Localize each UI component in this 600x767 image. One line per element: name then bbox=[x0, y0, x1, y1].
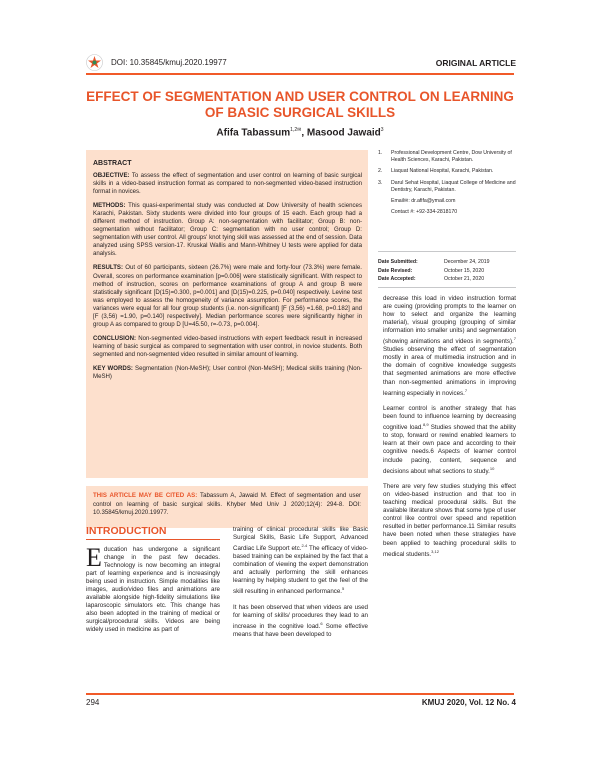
citation-sup: 7 bbox=[464, 387, 468, 393]
intro-text: training of clinical procedural skills like Basic Surgical Skills, Basic Life Support, Advanced Cardiac Life Support etc. bbox=[233, 526, 368, 553]
conclusion-text: Non-segmented video-based instructions with expert feedback result in increased learning of basic surgical as compared to segmentation with user control, in novice students. Both segmented and non-segmented video resulted in similar amount of learning. bbox=[93, 334, 362, 358]
date-row bbox=[378, 275, 516, 284]
intro-text: It has been observed that when videos are used for learning of skills/ procedures they lead to an increase in the cognitive load. bbox=[233, 604, 368, 631]
intro-column-2 bbox=[233, 526, 368, 647]
objective-text: To assess the effect of segmentation and user control on learning of basic surgical skills in a video-based instruction format as compared to non-segmented video-based instruction format in novices. bbox=[93, 172, 362, 196]
intro-paragraph bbox=[383, 405, 516, 476]
article-title: EFFECT OF SEGMENTATION AND USER CONTROL ON LEARNING OF BASIC SURGICAL SKILLS bbox=[86, 89, 514, 120]
dates-block bbox=[378, 258, 516, 284]
header-rule bbox=[86, 73, 514, 75]
abstract-results bbox=[93, 264, 362, 328]
intro-paragraph bbox=[86, 543, 220, 635]
author-name: Masood Jawaid bbox=[306, 127, 381, 139]
abstract-heading: ABSTRACT bbox=[93, 160, 132, 167]
results-text: Out of 60 participants, sixteen (26.7%) were male and forty-four (73.3%) were female. Overall, scores on performance examination [p=0.006] were statistically significant. With respect to method of instruction, scores on performance examinations of group A and group B were statistically significant [D(15)=0.300, p=0.001] and [D(15)=0.225, p=0.040] respectively. Levine test was employed to assess the homogeneity of variance assumption. For performance scores, the variances were equal for all four group students (i.e. non-significant) [F (3,56) =1.68, p=0.182] and [F (3,56) =1.90, p=0.140] respectively]. Median performance scores were significantly higher in group A as compared to group D [U=45.50, r=-0.73, p=0.004]. bbox=[93, 264, 362, 328]
affiliation-item bbox=[378, 180, 516, 194]
conclusion-label: CONCLUSION: bbox=[93, 334, 136, 342]
intro-paragraph bbox=[383, 483, 516, 558]
affiliation-number: 2. bbox=[378, 168, 383, 175]
author-separator: , bbox=[301, 127, 307, 139]
keywords-text: Segmentation (Non-MeSH); User control (Non-MeSH); Medical skills training (Non-MeSH) bbox=[93, 364, 363, 381]
intro-column-1 bbox=[86, 543, 220, 642]
citation-sup: 7 bbox=[513, 336, 516, 342]
author-name: Afifa Tabassum bbox=[216, 127, 291, 139]
intro-paragraph bbox=[233, 604, 368, 639]
citation-sup: 6 bbox=[320, 621, 323, 627]
date-value: October 15, 2020 bbox=[444, 267, 485, 274]
kmuj-logo-icon bbox=[86, 54, 103, 71]
affiliation-divider bbox=[378, 251, 516, 252]
citation-sup: 10 bbox=[489, 465, 495, 471]
date-label: Date Submitted: bbox=[378, 259, 418, 265]
citation-sup: 3,12 bbox=[431, 548, 439, 554]
drop-cap: E bbox=[86, 543, 102, 572]
contact-phone: Contact #: +92-334-2818170 bbox=[391, 209, 458, 216]
date-value: October 21, 2020 bbox=[444, 276, 485, 282]
introduction-rule bbox=[86, 539, 220, 540]
objective-label: OBJECTIVE: bbox=[93, 172, 130, 179]
journal-citation: KMUJ 2020, Vol. 12 No. 4 bbox=[421, 698, 516, 707]
abstract-conclusion bbox=[93, 335, 362, 359]
author-line bbox=[86, 127, 514, 138]
intro-column-3 bbox=[383, 295, 516, 566]
date-row bbox=[378, 258, 516, 267]
abstract-methods bbox=[93, 202, 362, 258]
contact-email[interactable]: Email✉: dr.afifa@ymail.com bbox=[391, 198, 456, 205]
introduction-heading: INTRODUCTION bbox=[86, 525, 167, 537]
citation-sup: 5 bbox=[342, 586, 345, 592]
date-label: Date Accepted: bbox=[378, 276, 416, 282]
intro-text: Some effective means that have been developed to bbox=[233, 623, 368, 639]
intro-text: Learner control is another strategy that has been found to influence learning by decreasing cognitive load. bbox=[383, 405, 516, 432]
intro-text: There are very few studies studying this effect on video-based instruction and that too in teaching medical procedural skills. But the available literature shows that some type of user control like control over speed and repetition resulted in better performance.11 Similar results have been noted when these strategies have been applied to teaching procedural skills to medical students. bbox=[383, 483, 516, 558]
affiliation-item bbox=[378, 150, 516, 164]
author-affil-sup: 3 bbox=[380, 127, 384, 133]
methods-label: METHODS: bbox=[93, 202, 126, 210]
affiliation-text: Professional Development Centre, Dow University of Health Sciences, Karachi, Pakistan. bbox=[391, 150, 512, 164]
affiliation-number: 1. bbox=[378, 150, 383, 156]
page-number: 294 bbox=[86, 698, 100, 707]
keywords-label: KEY WORDS: bbox=[93, 364, 133, 372]
citation-label: THIS ARTICLE MAY BE CITED AS: bbox=[93, 492, 198, 499]
date-row bbox=[378, 267, 516, 276]
article-type-label: ORIGINAL ARTICLE bbox=[435, 58, 516, 68]
citation-sup: 2-4 bbox=[301, 543, 308, 549]
dates-divider bbox=[378, 287, 516, 288]
intro-text: The efficacy of video-based training can be explained by the fact that a combination of viewing the expert demonstration and actually performing the skill enhances learning by helping student to get the feel of the skill resulting in enhanced performance. bbox=[233, 545, 368, 596]
intro-paragraph bbox=[233, 526, 368, 597]
affiliation-number: 3. bbox=[378, 179, 383, 186]
footer-rule bbox=[86, 693, 514, 695]
intro-paragraph bbox=[383, 295, 516, 398]
affiliations bbox=[378, 150, 516, 216]
mail-icon: ✉ bbox=[297, 127, 302, 133]
author-affil-sup: 1,2 bbox=[290, 127, 298, 133]
date-value: December 24, 2019 bbox=[444, 259, 490, 265]
abstract-objective bbox=[93, 172, 362, 196]
intro-text: decrease this load in video instruction format are cueing (providing prompts to the learner on how to select and organize the learning material), visual grouping (grouping of similar information into smaller units) and segmentation (showing animations and videos in segments). bbox=[383, 295, 516, 346]
affiliation-text: Liaquat National Hospital, Karachi, Pakistan. bbox=[391, 168, 494, 175]
intro-text: ducation has undergone a significant change in the past few decades. Technology is now becoming an integral part of learning experience and is increasingly being used in instruction. Simple modalities like images, audio/video files and animations are available alongside high-fidelity simulations like laparoscopic simulators etc. This change has also been adopted in the training of medical or surgical/procedural skills. Videos are being widely used in medicine as part of bbox=[86, 546, 220, 634]
citation-text: Tabassum A, Jawaid M. Effect of segmentation and user control on learning of basic surgical skills. Khyber Med Univ J 2020;12(4): 294-8. DOI: 10.35845/kmuj.2020.19977. bbox=[93, 492, 361, 517]
citation-sup: 8,9 bbox=[422, 422, 429, 428]
date-label: Date Revised: bbox=[378, 267, 413, 274]
abstract-keywords bbox=[93, 365, 362, 381]
methods-text: This quasi-experimental study was conducted at Dow University of health sciences Karachi, Pakistan. Sixty students were divided into four groups of 15 each. Each group had a different method of instruction. Group A: non-segmentation with facilitator; Group B: non-segmentation without facilitator; Group C: segmentation with no user control; Group D: segmentation with user control. All groups' knot tying skill was assessed at the end of session. Data analyzed using SPSS version-17. Kruskal Wallis and Mann-Whitney U tests were applied for data analysis. bbox=[93, 202, 362, 258]
affiliation-text: Darul Sehat Hospital, Liaquat College of Medicine and Dentistry, Karachi, Pakistan. bbox=[391, 179, 516, 193]
intro-text: Studies observing the effect of segmentation mostly in area of multimedia instruction and in the domain of cognitive knowledge suggests that segmented animations are more effective than non-segmented animations in improving learning especially in novices. bbox=[383, 346, 516, 397]
results-label: RESULTS: bbox=[93, 264, 124, 272]
affiliation-item bbox=[378, 168, 516, 175]
intro-text: Studies showed that the ability to stop, forward or rewind enabled learners to learn at their own pace and according to their cognitive needs.6 Aspects of learner control include pacing, content, sequence and decisions about what sections to study. bbox=[383, 424, 516, 475]
citation-box bbox=[86, 486, 368, 528]
doi-text[interactable]: DOI: 10.35845/kmuj.2020.19977 bbox=[111, 58, 227, 67]
abstract-box bbox=[86, 150, 368, 478]
